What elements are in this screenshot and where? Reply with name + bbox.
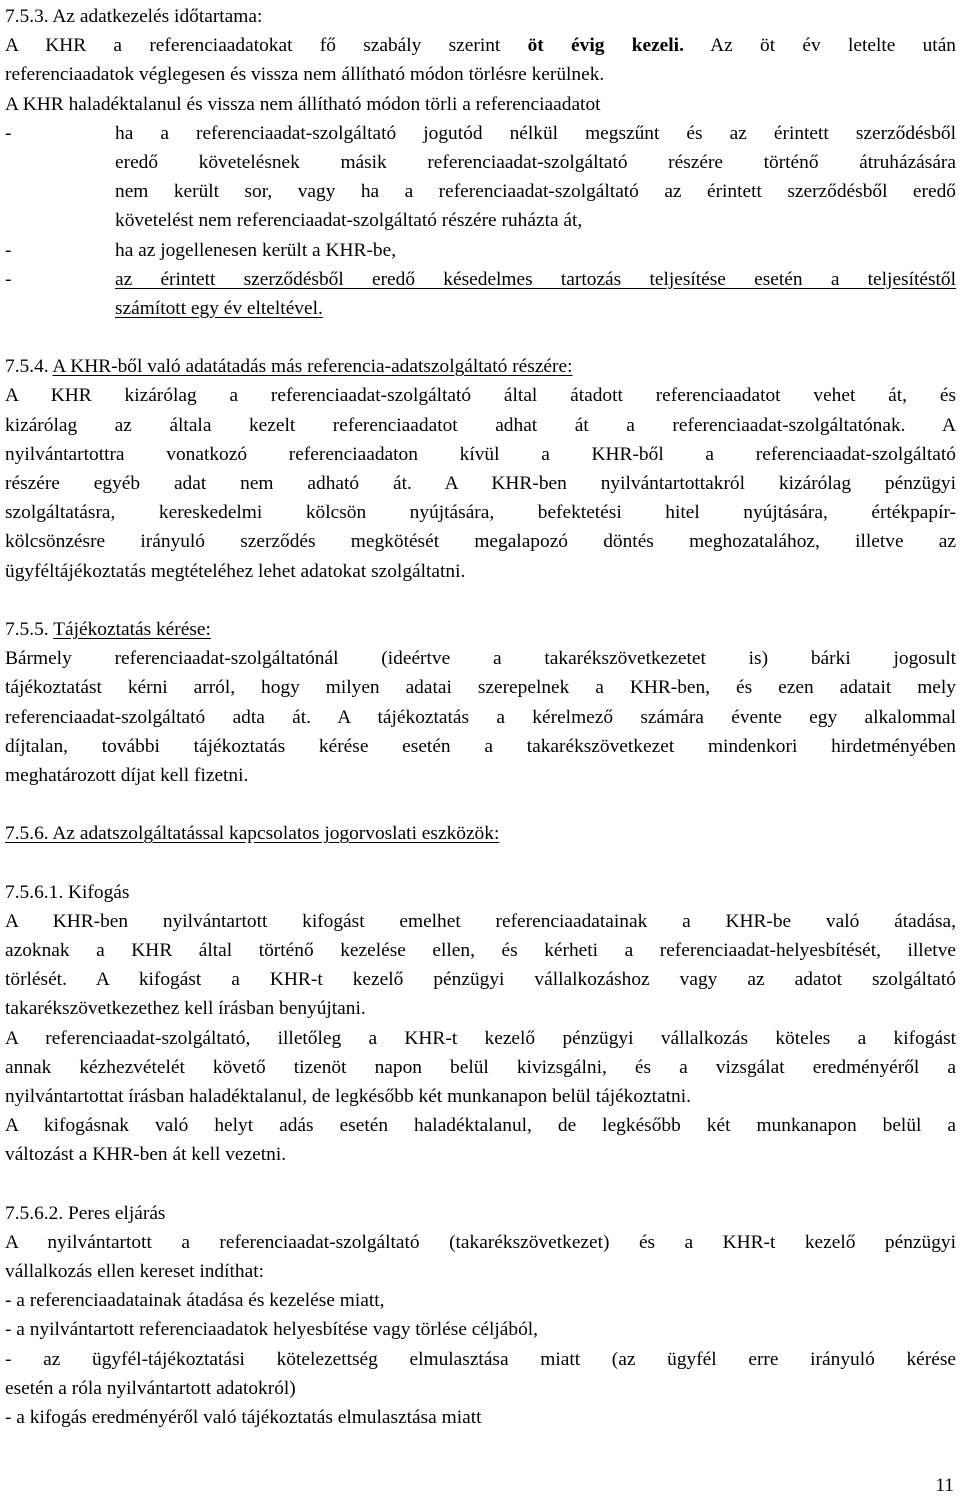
spacer [5,790,956,819]
list-item: - ha az jogellenesen került a KHR-be, [5,236,956,265]
list-item-continuation: nem került sor, vagy ha a referenciaadat-szolgáltató az érintett szerződésből eredő [115,181,956,203]
spacer [5,1170,956,1199]
paragraph-line: referenciaadat-szolgáltató adta át. A tájékoztatás a kérelmező számára évente egy alkalommal [5,706,956,728]
paragraph-line: annak kézhezvételét követő tizenöt napon belül kivizsgálni, és a vizsgálat eredményéről a [5,1056,956,1078]
paragraph-line: ügyféltájékoztatás megtételéhez lehet adatokat szolgáltatni. [5,560,466,582]
paragraph-line: A referenciaadat-szolgáltató, illetőleg a KHR-t kezelő pénzügyi vállalkozás köteles a kifogást [5,1027,956,1049]
paragraph-line: Bármely referenciaadat-szolgáltatónál (ideértve a takarékszövetkezetet is) bárki jogosult [5,648,956,670]
list-item: - az ügyfél-tájékoztatási kötelezettség elmulasztása miatt (az ügyfél erre irányuló kérése [5,1348,956,1370]
list-bullet: - [5,239,12,261]
section-heading: 7.5.5. Tájékoztatás kérése: [5,618,211,640]
underlined-text: számított egy év elteltével. [115,297,323,319]
paragraph-line: díjtalan, további tájékoztatás kérése esetén a takarékszövetkezet mindenkori hirdetményében [5,735,956,757]
bold-text: öt évig kezeli. [527,35,684,57]
paragraph-line: referenciaadatok véglegesen és vissza nem állítható módon törlésre kerülnek. [5,64,605,86]
document-page [5,2,956,1432]
list-item: - a nyilvántartott referenciaadatok helyesbítése vagy törlése céljából, [5,1319,539,1341]
paragraph-line: változást a KHR-ben át kell vezetni. [5,1144,287,1166]
list-item-continuation: követelést nem referenciaadat-szolgáltató részére ruházta át, [115,210,583,232]
paragraph-line: tájékoztatást kérni arról, hogy milyen adatai szerepelnek a KHR-ben, és ezen adatait mely [5,677,956,699]
section-title: A KHR-ből való adatátadás más referencia-adatszolgáltató részére: [52,356,573,378]
paragraph-line: kizárólag az általa kezelt referenciaadatot adhat át a referenciaadat-szolgáltatónak. A [5,414,956,436]
section-7-5-6-1 [5,878,956,1170]
paragraph-line: részére egyéb adat nem adható át. A KHR-ben nyilvántartottakról kizárólag pénzügyi [5,473,956,494]
subsection-heading: 7.5.6.1. Kifogás [5,881,130,903]
section-7-5-4 [5,352,956,586]
list-item: - a referenciaadatainak átadása és kezelése miatt, [5,1290,385,1312]
paragraph-line: A KHR-ben nyilvántartott kifogást emelhet referenciaadatainak a KHR-be való átadása, [5,910,956,932]
paragraph-line: törlését. A kifogást a KHR-t kezelő pénzügyi vállalkozáshoz vagy az adatot szolgáltató [5,969,956,991]
section-title: 7.5.6. Az adatszolgáltatással kapcsolatos jogorvoslati eszközök: [5,823,500,845]
paragraph-line: szolgáltatásra, kereskedelmi kölcsön nyújtására, befektetési hitel nyújtására, értékpapír- [5,502,956,524]
paragraph-line: meghatározott díjat kell fizetni. [5,764,249,786]
spacer [5,586,956,615]
section-title: Tájékoztatás kérése: [53,618,211,640]
paragraph-line: A nyilvántartott a referenciaadat-szolgáltató (takarékszövetkezet) és a KHR-t kezelő pénzügyi [5,1231,956,1253]
paragraph-line: A KHR haladéktalanul és vissza nem állítható módon törli a referenciaadatot [5,93,601,115]
page-number: 11 [935,1475,954,1496]
paragraph-line: nyilvántartottat írásban haladéktalanul, de legkésőbb két munkanapon belül tájékoztatni. [5,1085,691,1107]
list-bullet: - [5,122,12,144]
paragraph-line: A KHR a referenciaadatokat fő szabály szerint öt évig kezeli. Az öt év letelte után [5,35,956,57]
spacer [5,323,956,352]
list-item-continuation [5,294,956,323]
paragraph-line: azoknak a KHR által történő kezelése ellen, és kérheti a referenciaadat-helyesbítését, illetve [5,940,956,961]
section-heading: 7.5.3. Az adatkezelés időtartama: [5,6,263,27]
list-item [5,265,956,294]
paragraph-line: A kifogásnak való helyt adás esetén haladéktalanul, de legkésőbb két munkanapon belül a [5,1115,956,1137]
list-item-continuation: esetén a róla nyilvántartott adatokról) [5,1377,296,1399]
section-7-5-3 [5,2,956,323]
spacer [5,848,956,877]
subsection-heading: 7.5.6.2. Peres eljárás [5,1202,166,1224]
paragraph-line: vállalkozás ellen kereset indíthat: [5,1261,264,1283]
underlined-text: az érintett szerződésből eredő késedelmes tartozás teljesítése esetén a teljesítéstől [115,268,956,290]
section-heading [5,819,956,848]
section-7-5-5 [5,615,956,790]
list-item: - a kifogás eredményéről való tájékoztatás elmulasztása miatt [5,1407,482,1428]
section-heading: 7.5.4. A KHR-ből való adatátadás más referencia-adatszolgáltató részére: [5,356,573,378]
list-item: - ha a referenciaadat-szolgáltató jogutód nélkül megszűnt és az érintett szerződésből [5,119,956,148]
paragraph-line: nyilvántartottra vonatkozó referenciaadaton kívül a KHR-ből a referenciaadat-szolgáltató [5,443,956,465]
list-bullet: - [5,268,12,290]
paragraph-line: A KHR kizárólag a referenciaadat-szolgáltató által átadott referenciaadatot vehet át, és [5,385,956,407]
list-item-continuation: eredő követelésnek másik referenciaadat-szolgáltató részére történő átruházására [115,151,956,173]
paragraph-line: takarékszövetkezethez kell írásban benyújtani. [5,998,366,1020]
paragraph-line: kölcsönzésre irányuló szerződés megkötését megalapozó döntés meghozatalához, illetve az [5,531,956,553]
section-7-5-6-2 [5,1199,956,1433]
